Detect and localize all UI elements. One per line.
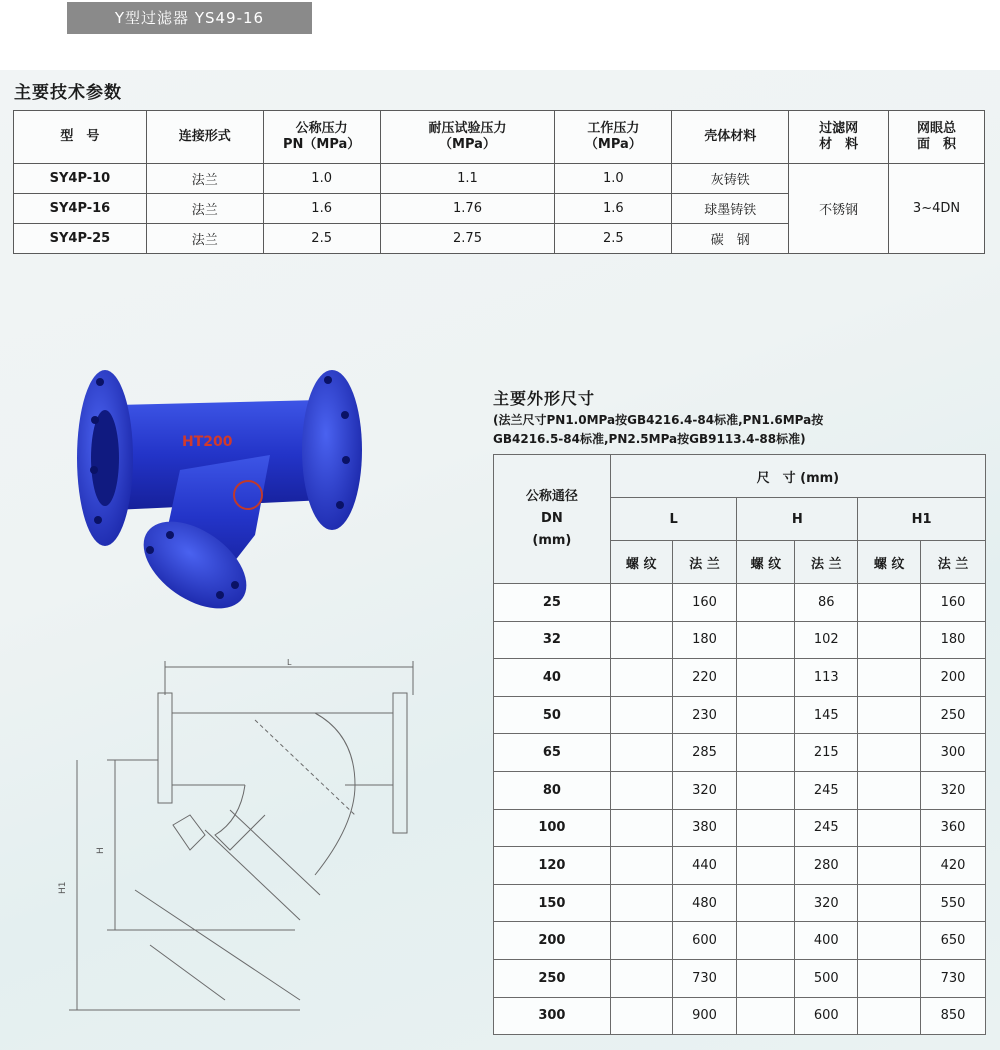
model-cell: SY4P-10 (14, 164, 147, 194)
shell-material-cell: 碳 钢 (672, 224, 789, 254)
dim-label-l: L (287, 658, 292, 667)
h1-flange-cell: 420 (921, 847, 986, 885)
h1-thread-cell (858, 959, 921, 997)
header-working-pressure: 工作压力 （MPa） (555, 111, 672, 164)
header-flange: 法 兰 (672, 541, 737, 584)
dims-note-line-2: GB4216.5-84标准,PN2.5MPa按GB9113.4-88标准) (493, 432, 806, 446)
l-flange-cell: 230 (672, 696, 737, 734)
page-title: Y型过滤器 YS49-16 (67, 2, 312, 34)
dn-cell: 32 (494, 621, 611, 659)
h-thread-cell (737, 847, 795, 885)
h-flange-cell: 102 (795, 621, 858, 659)
model-cell: SY4P-25 (14, 224, 147, 254)
h1-flange-cell: 250 (921, 696, 986, 734)
h-thread-cell (737, 809, 795, 847)
header-filter-material: 过滤网 材 料 (789, 111, 889, 164)
l-flange-cell: 160 (672, 584, 737, 622)
h-thread-cell (737, 884, 795, 922)
h-thread-cell (737, 584, 795, 622)
h1-thread-cell (858, 771, 921, 809)
h1-flange-cell: 360 (921, 809, 986, 847)
header-mesh-area: 网眼总 面 积 (889, 111, 985, 164)
y-strainer-photo (70, 360, 370, 620)
h1-flange-cell: 730 (921, 959, 986, 997)
filter-material-cell: 不锈钢 (789, 164, 889, 254)
h-flange-cell: 245 (795, 771, 858, 809)
l-thread-cell (610, 884, 672, 922)
table-row (494, 734, 986, 772)
table-row (494, 997, 986, 1035)
header-connection: 连接形式 (146, 111, 263, 164)
header-nominal-pressure: 公称压力 PN（MPa） (263, 111, 380, 164)
connection-cell: 法兰 (146, 194, 263, 224)
table-row (494, 659, 986, 697)
dn-cell: 300 (494, 997, 611, 1035)
dn-cell: 250 (494, 959, 611, 997)
test-pressure-cell: 2.75 (380, 224, 555, 254)
l-thread-cell (610, 696, 672, 734)
header-test-pressure: 耐压试验压力 （MPa） (380, 111, 555, 164)
dn-cell: 200 (494, 922, 611, 960)
dn-cell: 80 (494, 771, 611, 809)
l-flange-cell: 480 (672, 884, 737, 922)
h1-flange-cell: 850 (921, 997, 986, 1035)
header-group-h1: H1 (858, 498, 986, 541)
h-thread-cell (737, 659, 795, 697)
h1-flange-cell: 200 (921, 659, 986, 697)
dimensions-table (493, 454, 986, 1035)
h1-thread-cell (858, 884, 921, 922)
table-row (494, 696, 986, 734)
dn-cell: 65 (494, 734, 611, 772)
l-thread-cell (610, 584, 672, 622)
shell-material-cell: 球墨铸铁 (672, 194, 789, 224)
l-flange-cell: 600 (672, 922, 737, 960)
header-shell-material: 壳体材料 (672, 111, 789, 164)
h1-flange-cell: 180 (921, 621, 986, 659)
dim-label-h1: H1 (58, 881, 68, 894)
l-flange-cell: 440 (672, 847, 737, 885)
h1-flange-cell: 650 (921, 922, 986, 960)
l-flange-cell: 180 (672, 621, 737, 659)
l-flange-cell: 730 (672, 959, 737, 997)
h-thread-cell (737, 771, 795, 809)
l-thread-cell (610, 621, 672, 659)
header-size: 尺 寸 (mm) (610, 455, 985, 498)
l-thread-cell (610, 809, 672, 847)
header-thread: 螺 纹 (858, 541, 921, 584)
h-thread-cell (737, 621, 795, 659)
dim-label-h: H (96, 847, 106, 854)
dn-cell: 40 (494, 659, 611, 697)
header-thread: 螺 纹 (737, 541, 795, 584)
model-cell: SY4P-16 (14, 194, 147, 224)
h1-flange-cell: 320 (921, 771, 986, 809)
header-thread: 螺 纹 (610, 541, 672, 584)
h1-thread-cell (858, 809, 921, 847)
table-row (494, 959, 986, 997)
nominal-pressure-cell: 1.0 (263, 164, 380, 194)
test-pressure-cell: 1.1 (380, 164, 555, 194)
casting-marking: HT200 (182, 434, 233, 450)
h-thread-cell (737, 696, 795, 734)
l-flange-cell: 285 (672, 734, 737, 772)
h-flange-cell: 215 (795, 734, 858, 772)
mesh-area-cell: 3~4DN (889, 164, 985, 254)
dn-cell: 100 (494, 809, 611, 847)
l-thread-cell (610, 847, 672, 885)
dims-heading: 主要外形尺寸 (493, 389, 596, 408)
l-flange-cell: 220 (672, 659, 737, 697)
dims-header-row (494, 455, 986, 498)
working-pressure-cell: 2.5 (555, 224, 672, 254)
header-dn: 公称通径 DN (mm) (494, 455, 611, 584)
table-row (494, 809, 986, 847)
dims-note-line-1: (法兰尺寸PN1.0MPa按GB4216.4-84标准,PN1.6MPa按 (493, 413, 824, 427)
working-pressure-cell: 1.0 (555, 164, 672, 194)
shell-material-cell: 灰铸铁 (672, 164, 789, 194)
h1-thread-cell (858, 659, 921, 697)
h1-thread-cell (858, 922, 921, 960)
l-thread-cell (610, 997, 672, 1035)
params-header-row (14, 111, 985, 164)
dn-cell: 50 (494, 696, 611, 734)
h-flange-cell: 280 (795, 847, 858, 885)
l-flange-cell: 900 (672, 997, 737, 1035)
working-pressure-cell: 1.6 (555, 194, 672, 224)
h1-thread-cell (858, 734, 921, 772)
h1-thread-cell (858, 584, 921, 622)
params-heading: 主要技术参数 (14, 83, 122, 103)
l-thread-cell (610, 771, 672, 809)
table-row (494, 922, 986, 960)
h1-thread-cell (858, 621, 921, 659)
l-thread-cell (610, 659, 672, 697)
h-flange-cell: 400 (795, 922, 858, 960)
header-flange: 法 兰 (795, 541, 858, 584)
table-row (14, 164, 985, 194)
h-flange-cell: 113 (795, 659, 858, 697)
header-model: 型 号 (14, 111, 147, 164)
h-flange-cell: 245 (795, 809, 858, 847)
h-thread-cell (737, 922, 795, 960)
h1-thread-cell (858, 997, 921, 1035)
nominal-pressure-cell: 1.6 (263, 194, 380, 224)
h-flange-cell: 600 (795, 997, 858, 1035)
header-flange: 法 兰 (921, 541, 986, 584)
h1-flange-cell: 550 (921, 884, 986, 922)
h-thread-cell (737, 734, 795, 772)
header-group-h: H (737, 498, 858, 541)
connection-cell: 法兰 (146, 164, 263, 194)
table-row (494, 621, 986, 659)
connection-cell: 法兰 (146, 224, 263, 254)
h-flange-cell: 86 (795, 584, 858, 622)
h-thread-cell (737, 959, 795, 997)
l-flange-cell: 320 (672, 771, 737, 809)
h1-thread-cell (858, 696, 921, 734)
l-thread-cell (610, 959, 672, 997)
dimension-drawing (55, 655, 425, 1025)
h-flange-cell: 320 (795, 884, 858, 922)
table-row (494, 771, 986, 809)
h-flange-cell: 145 (795, 696, 858, 734)
dn-cell: 120 (494, 847, 611, 885)
l-thread-cell (610, 734, 672, 772)
table-row (494, 847, 986, 885)
params-table (13, 110, 985, 254)
h-flange-cell: 500 (795, 959, 858, 997)
h1-flange-cell: 160 (921, 584, 986, 622)
dn-cell: 150 (494, 884, 611, 922)
h-thread-cell (737, 997, 795, 1035)
l-thread-cell (610, 922, 672, 960)
h1-flange-cell: 300 (921, 734, 986, 772)
header-group-l: L (610, 498, 737, 541)
dn-cell: 25 (494, 584, 611, 622)
h1-thread-cell (858, 847, 921, 885)
test-pressure-cell: 1.76 (380, 194, 555, 224)
l-flange-cell: 380 (672, 809, 737, 847)
table-row (494, 884, 986, 922)
nominal-pressure-cell: 2.5 (263, 224, 380, 254)
table-row (494, 584, 986, 622)
